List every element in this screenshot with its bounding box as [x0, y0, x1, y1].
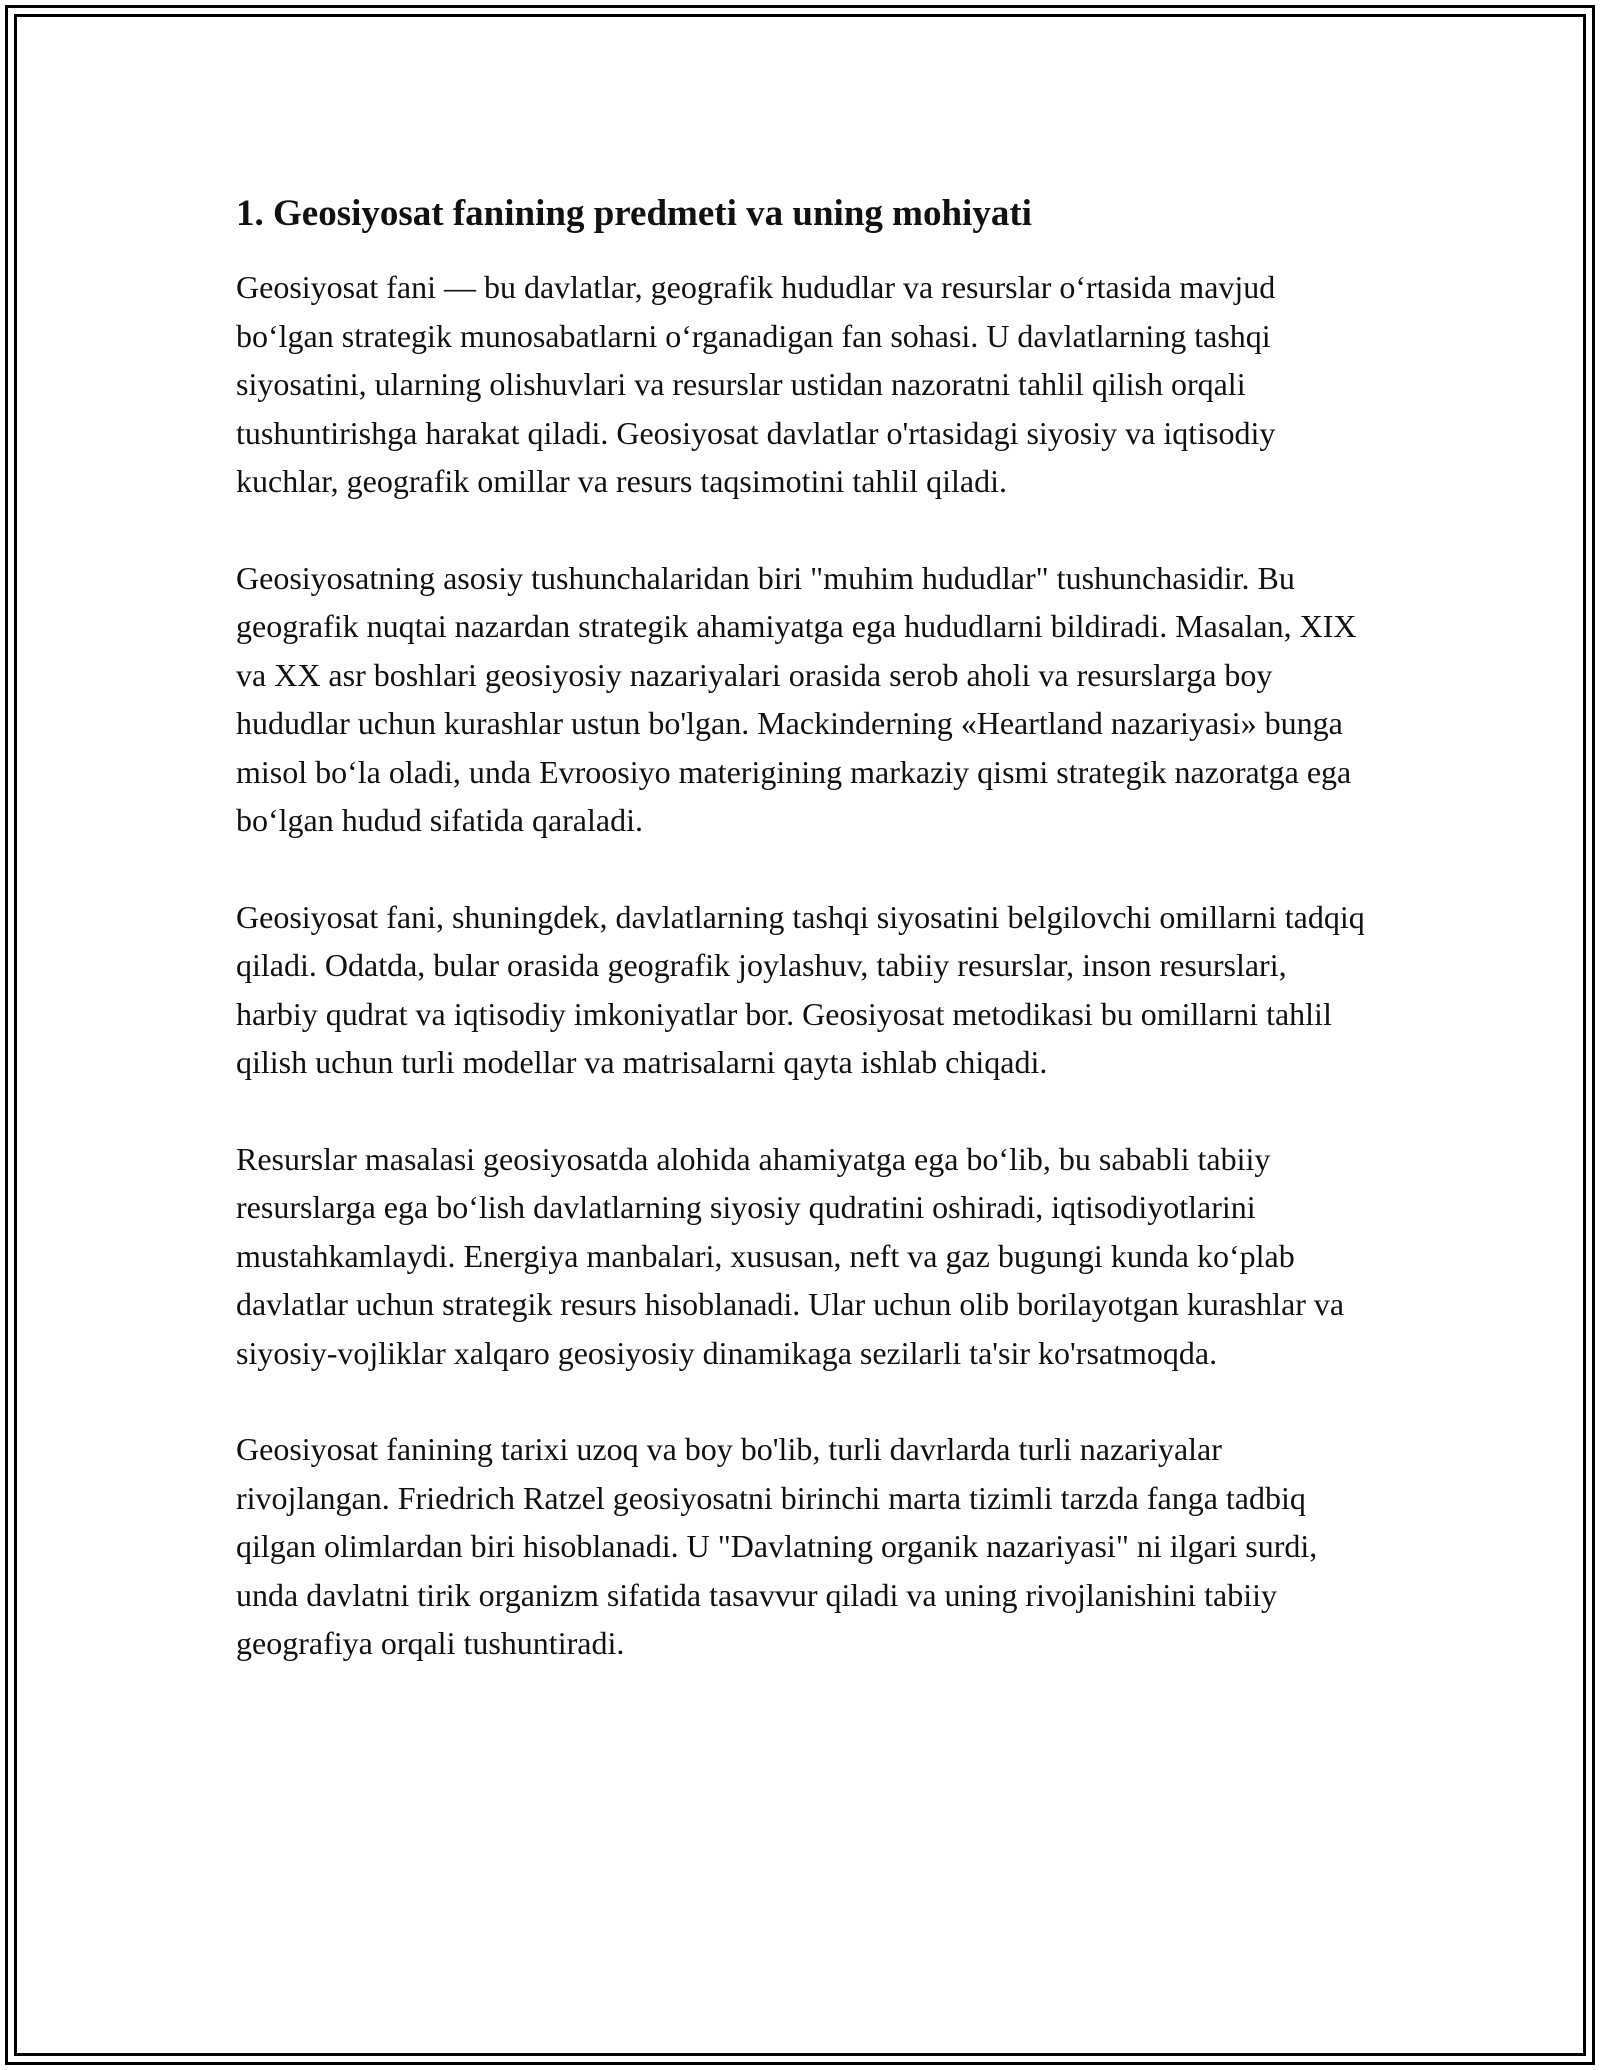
paragraph-2: Geosiyosatning asosiy tushunchalaridan biri "muhim hududlar" tushunchasidir. Bu geografik nuqtai nazardan strategik ahamiyatga ega hududlarni bildiradi. Masalan, XIX va XX asr boshlari geosiyosiy nazariyalari orasida serob aholi va resurslarga boy hududlar uchun kurashlar ustun bo'lgan. Mackinderning «Heartland nazariyasi» bunga misol boʻla oladi, unda Evroosiyo materigining markaziy qismi strategik nazoratga ega boʻlgan hudud sifatida qaraladi. — [236, 559, 1357, 838]
document-body — [236, 186, 1376, 1716]
paragraph-3: Geosiyosat fani, shuningdek, davlatlarning tashqi siyosatini belgilovchi omillarni tadqiq qiladi. Odatda, bular orasida geografik joylashuv, tabiiy resurslar, inson resurslari, harbiy qudrat va iqtisodiy imkoniyatlar bor. Geosiyosat metodikasi bu omillarni tahlil qilish uchun turli modellar va matrisalarni qayta ishlab chiqadi. — [236, 898, 1365, 1080]
paragraph-5: Geosiyosat fanining tarixi uzoq va boy bo'lib, turli davrlarda turli nazariyalar rivojlangan. Friedrich Ratzel geosiyosatni birinchi marta tizimli tarzda fanga tadbiq qilgan olimlardan biri hisoblanadi. U "Davlatning organik nazariyasi" ni ilgari surdi, unda davlatni tirik organizm sifatida tasavvur qiladi va uning rivojlanishini tabiiy geografiya orqali tushuntiradi. — [236, 1431, 1318, 1661]
section-heading: 1. Geosiyosat fanining predmeti va uning mohiyati — [236, 193, 1032, 234]
paragraph-4: Resurslar masalasi geosiyosatda alohida ahamiyatga ega boʻlib, bu sababli tabiiy resurslarga ega boʻlish davlatlarning siyosiy qudratini oshiradi, iqtisodiyotlarini mustahkamlaydi. Energiya manbalari, xususan, neft va gaz bugungi kunda koʻplab davlatlar uchun strategik resurs hisoblanadi. Ular uchun olib borilayotgan kurashlar va siyosiy-vojliklar xalqaro geosiyosiy dinamikaga sezilarli ta'sir ko'rsatmoqda. — [236, 1140, 1345, 1371]
paragraph-1: Geosiyosat fani — bu davlatlar, geografik hududlar va resurslar oʻrtasida mavjud boʻlgan strategik munosabatlarni oʻrganadigan fan sohasi. U davlatlarning tashqi siyosatini, ularning olishuvlari va resurslar ustidan nazoratni tahlil qilish orqali tushuntirishga harakat qiladi. Geosiyosat davlatlar o'rtasidagi siyosiy va iqtisodiy kuchlar, geografik omillar va resurs taqsimotini tahlil qiladi. — [236, 269, 1276, 499]
